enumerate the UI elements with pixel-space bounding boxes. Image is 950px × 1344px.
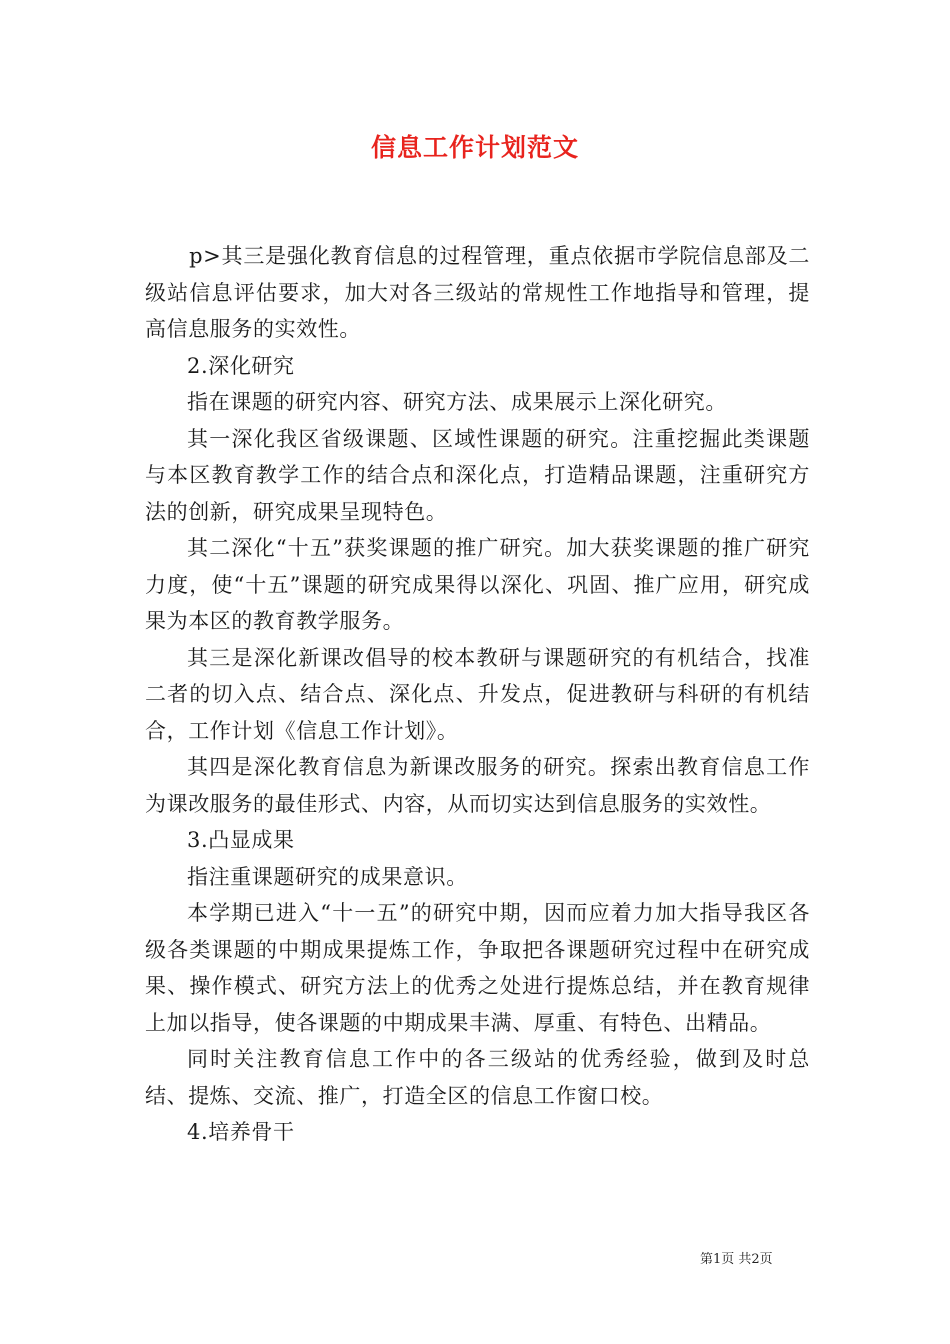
page-number: 第1页 共2页 (700, 1252, 773, 1267)
paragraph-5: 其二深化“十五”获奖课题的推广研究。加大获奖课题的推广研究力度，使“十五”课题的研究成果得以深化、巩固、推广应用，研究成果为本区的教育教学服务。 (145, 536, 810, 633)
paragraph-10: 本学期已进入“十一五”的研究中期，因而应着力加大指导我区各级各类课题的中期成果提炼工作，争取把各课题研究过程中在研究成果、操作模式、研究方法上的优秀之处进行提炼总结，并在教育规律上加以指导，使各课题的中期成果丰满、厚重、有特色、出精品。 (145, 901, 810, 1035)
paragraph-4: 其一深化我区省级课题、区域性课题的研究。注重挖掘此类课题与本区教育教学工作的结合点和深化点，打造精品课题，注重研究方法的创新，研究成果呈现特色。 (145, 426, 810, 524)
paragraph-6: 其三是深化新课改倡导的校本教研与课题研究的有机结合，找准二者的切入点、结合点、深化点、升发点，促进教研与科研的有机结合，工作计划《信息工作计划》。 (145, 645, 810, 743)
section-heading-deepen-research: 2.深化研究 (187, 353, 295, 378)
section-heading-highlight-results: 3.凸显成果 (187, 828, 295, 852)
paragraph-3: 指在课题的研究内容、研究方法、成果展示上深化研究。 (187, 390, 727, 414)
page-title: 信息工作计划范文 (370, 133, 579, 162)
paragraph-9: 指注重课题研究的成果意识。 (187, 864, 468, 889)
section-heading-train-backbone: 4.培养骨干 (187, 1120, 295, 1144)
paragraph-11: 同时关注教育信息工作中的各三级站的优秀经验，做到及时总结、提炼、交流、推广，打造全区的信息工作窗口校。 (145, 1047, 810, 1108)
document-body (145, 238, 810, 1151)
paragraph-1: p>其三是强化教育信息的过程管理，重点依据市学院信息部及二级站信息评估要求，加大对各三级站的常规性工作地指导和管理，提高信息服务的实效性。 (145, 244, 810, 341)
paragraph-7: 其四是深化教育信息为新课改服务的研究。探索出教育信息工作为课改服务的最佳形式、内容，从而切实达到信息服务的实效性。 (145, 755, 810, 816)
